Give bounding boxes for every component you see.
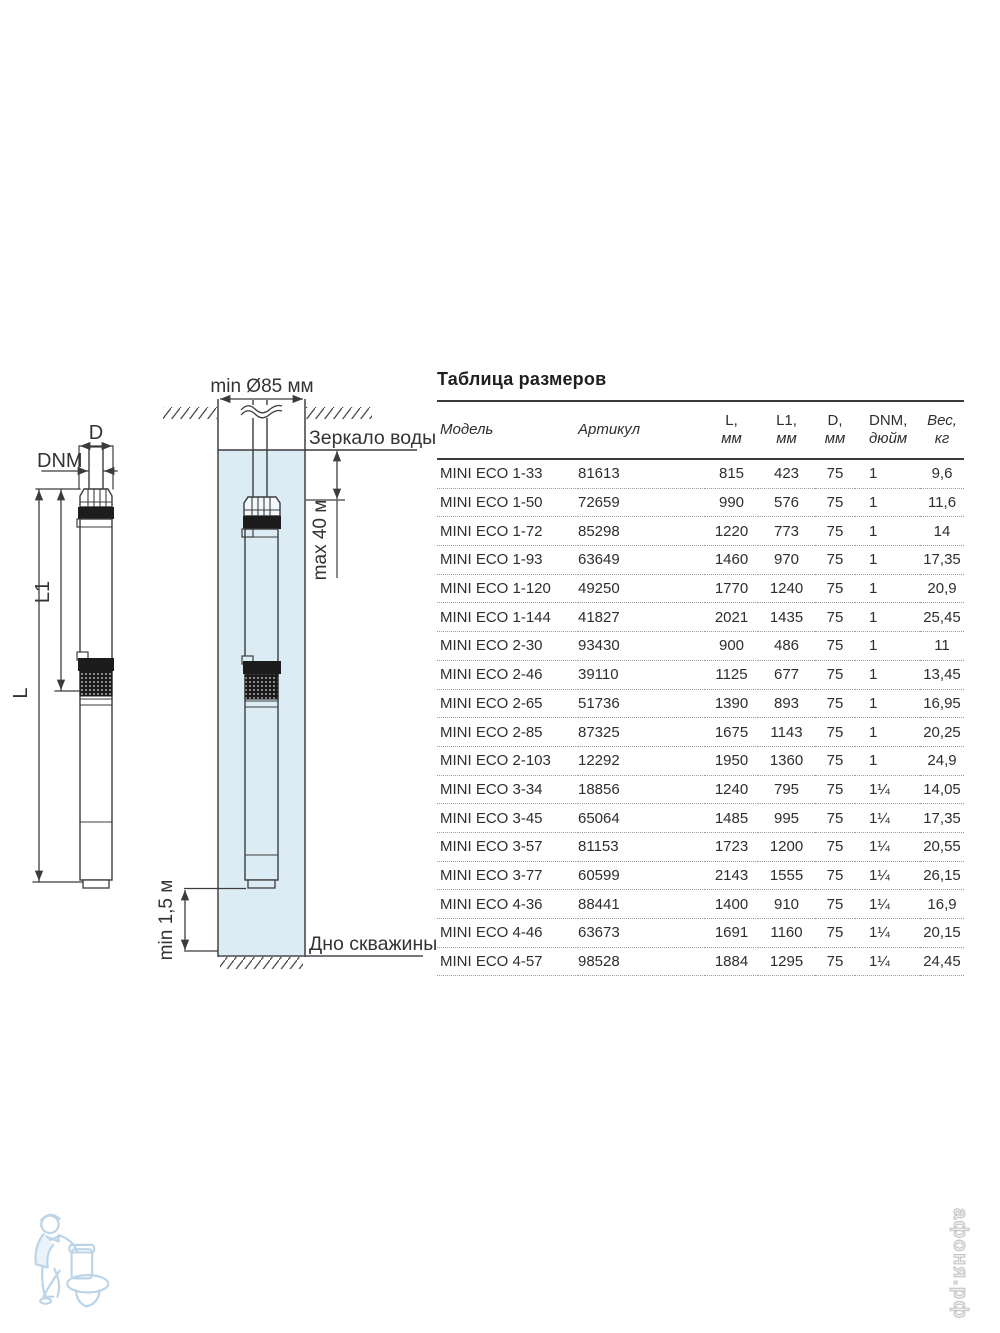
table-cell: 1460 <box>705 546 758 575</box>
table-row <box>437 775 964 804</box>
table-cell: 1 <box>855 632 920 661</box>
table-cell: MINI ECO 3-57 <box>437 832 578 861</box>
table-cell: 1¼ <box>855 947 920 976</box>
column-header-dnm: DNM, дюйм <box>855 401 920 459</box>
table-cell: 11,6 <box>920 488 964 517</box>
table-cell: 1 <box>855 517 920 546</box>
table-cell: 20,15 <box>920 919 964 948</box>
table-cell: 88441 <box>578 890 705 919</box>
table-row <box>437 890 964 919</box>
table-cell: 900 <box>705 632 758 661</box>
table-cell: 1¼ <box>855 861 920 890</box>
label-max-immersion: max 40 м <box>310 499 331 581</box>
table-cell: 1 <box>855 689 920 718</box>
table-cell: 41827 <box>578 603 705 632</box>
table-cell: 1950 <box>705 746 758 775</box>
table-cell: 14 <box>920 517 964 546</box>
table-cell: MINI ECO 3-34 <box>437 775 578 804</box>
table-cell: MINI ECO 4-46 <box>437 919 578 948</box>
label-well-bottom: Дно скважины <box>309 933 438 955</box>
site-watermark: афоня.рф <box>949 1208 971 1320</box>
column-header-weight: Вес, кг <box>920 401 964 459</box>
table-cell: 1¼ <box>855 832 920 861</box>
table-cell: 75 <box>815 488 855 517</box>
table-cell: 910 <box>758 890 815 919</box>
table-cell: MINI ECO 2-65 <box>437 689 578 718</box>
table-cell: 576 <box>758 488 815 517</box>
table-cell: MINI ECO 4-36 <box>437 890 578 919</box>
table-cell: 24,45 <box>920 947 964 976</box>
table-cell: 20,55 <box>920 832 964 861</box>
table-cell: 24,9 <box>920 746 964 775</box>
table-cell: 20,25 <box>920 718 964 747</box>
table-cell: 486 <box>758 632 815 661</box>
table-cell: 1360 <box>758 746 815 775</box>
table-cell: 87325 <box>578 718 705 747</box>
table-cell: MINI ECO 3-45 <box>437 804 578 833</box>
table-cell: 75 <box>815 546 855 575</box>
table-cell: MINI ECO 2-46 <box>437 660 578 689</box>
table-cell: 75 <box>815 775 855 804</box>
table-cell: 1295 <box>758 947 815 976</box>
table-cell: 51736 <box>578 689 705 718</box>
table-row <box>437 919 964 948</box>
size-table-title: Таблица размеров <box>437 369 607 389</box>
well-cross-section <box>156 376 437 969</box>
table-cell: 773 <box>758 517 815 546</box>
label-min-clearance: min 1,5 м <box>156 879 177 961</box>
label-min-diameter: min Ø85 мм <box>210 376 314 397</box>
table-cell: 1¼ <box>855 890 920 919</box>
table-cell: MINI ECO 1-93 <box>437 546 578 575</box>
table-cell: 1435 <box>758 603 815 632</box>
table-cell: 60599 <box>578 861 705 890</box>
table-cell: 990 <box>705 488 758 517</box>
table-cell: MINI ECO 1-50 <box>437 488 578 517</box>
table-cell: 1 <box>855 488 920 517</box>
table-row <box>437 459 964 488</box>
table-cell: 75 <box>815 517 855 546</box>
table-cell: 85298 <box>578 517 705 546</box>
table-cell: MINI ECO 1-33 <box>437 459 578 488</box>
table-cell: 1770 <box>705 574 758 603</box>
table-row <box>437 947 964 976</box>
table-cell: 2143 <box>705 861 758 890</box>
table-cell: 1 <box>855 574 920 603</box>
label-l1: L1 <box>32 580 54 604</box>
table-cell: 63649 <box>578 546 705 575</box>
table-cell: 1¼ <box>855 919 920 948</box>
table-cell: 13,45 <box>920 660 964 689</box>
header-row <box>437 401 964 459</box>
table-row <box>437 632 964 661</box>
table-cell: 75 <box>815 947 855 976</box>
table-cell: 1240 <box>758 574 815 603</box>
table-cell: 65064 <box>578 804 705 833</box>
label-dnm: DNM <box>37 450 83 472</box>
table-cell: 14,05 <box>920 775 964 804</box>
table-cell: 75 <box>815 746 855 775</box>
table-cell: 17,35 <box>920 804 964 833</box>
table-cell: 75 <box>815 459 855 488</box>
table-cell: 81153 <box>578 832 705 861</box>
table-row <box>437 804 964 833</box>
table-cell: 677 <box>758 660 815 689</box>
table-cell: 75 <box>815 861 855 890</box>
table-row <box>437 517 964 546</box>
table-cell: 75 <box>815 603 855 632</box>
table-cell: 16,95 <box>920 689 964 718</box>
table-cell: 11 <box>920 632 964 661</box>
table-cell: 63673 <box>578 919 705 948</box>
table-cell: 9,6 <box>920 459 964 488</box>
table-cell: 1485 <box>705 804 758 833</box>
table-row <box>437 861 964 890</box>
table-cell: 75 <box>815 574 855 603</box>
size-table-section <box>437 369 964 976</box>
table-row <box>437 660 964 689</box>
plumber-watermark <box>10 1206 118 1314</box>
table-cell: 1555 <box>758 861 815 890</box>
table-cell: 1143 <box>758 718 815 747</box>
table-cell: 1 <box>855 718 920 747</box>
table-cell: MINI ECO 2-30 <box>437 632 578 661</box>
size-table-body <box>437 459 964 976</box>
table-cell: 81613 <box>578 459 705 488</box>
table-row <box>437 832 964 861</box>
table-cell: 75 <box>815 919 855 948</box>
table-cell: 1¼ <box>855 804 920 833</box>
table-cell: 25,45 <box>920 603 964 632</box>
ground-hatch-left <box>163 407 217 419</box>
table-cell: MINI ECO 2-85 <box>437 718 578 747</box>
table-cell: 995 <box>758 804 815 833</box>
table-cell: 1884 <box>705 947 758 976</box>
table-cell: 815 <box>705 459 758 488</box>
table-cell: 1200 <box>758 832 815 861</box>
label-water-level: Зеркало воды <box>309 427 437 449</box>
table-cell: 1390 <box>705 689 758 718</box>
table-cell: 1723 <box>705 832 758 861</box>
table-row <box>437 488 964 517</box>
table-cell: 20,9 <box>920 574 964 603</box>
table-cell: 1 <box>855 459 920 488</box>
table-cell: 39110 <box>578 660 705 689</box>
table-cell: 1 <box>855 603 920 632</box>
table-row <box>437 546 964 575</box>
table-cell: 98528 <box>578 947 705 976</box>
table-cell: 75 <box>815 890 855 919</box>
table-cell: MINI ECO 1-120 <box>437 574 578 603</box>
table-cell: MINI ECO 4-57 <box>437 947 578 976</box>
table-row <box>437 603 964 632</box>
table-cell: 795 <box>758 775 815 804</box>
table-cell: 18856 <box>578 775 705 804</box>
table-cell: 2021 <box>705 603 758 632</box>
size-table <box>437 400 964 976</box>
table-cell: 16,9 <box>920 890 964 919</box>
table-cell: 75 <box>815 804 855 833</box>
table-cell: 17,35 <box>920 546 964 575</box>
column-header-article: Артикул <box>578 401 705 459</box>
label-d: D <box>88 422 104 444</box>
ground-hatch-right <box>306 407 372 419</box>
table-cell: 75 <box>815 832 855 861</box>
table-cell: 1125 <box>705 660 758 689</box>
table-cell: 1 <box>855 660 920 689</box>
table-row <box>437 746 964 775</box>
table-cell: 49250 <box>578 574 705 603</box>
table-cell: 1¼ <box>855 775 920 804</box>
table-cell: 1160 <box>758 919 815 948</box>
bottom-hatch <box>220 957 303 969</box>
table-cell: 75 <box>815 718 855 747</box>
table-cell: 423 <box>758 459 815 488</box>
table-cell: 1675 <box>705 718 758 747</box>
table-cell: 970 <box>758 546 815 575</box>
column-header-model: Модель <box>437 401 578 459</box>
table-row <box>437 689 964 718</box>
table-cell: 1240 <box>705 775 758 804</box>
label-l: L <box>10 687 32 699</box>
pipe-break-symbol <box>241 406 282 413</box>
column-header-l: L, мм <box>705 401 758 459</box>
column-header-l1: L1, мм <box>758 401 815 459</box>
table-cell: MINI ECO 2-103 <box>437 746 578 775</box>
table-cell: 75 <box>815 689 855 718</box>
table-row <box>437 574 964 603</box>
column-header-d: D, мм <box>815 401 855 459</box>
table-cell: 75 <box>815 632 855 661</box>
table-cell: MINI ECO 1-72 <box>437 517 578 546</box>
table-row <box>437 718 964 747</box>
table-cell: 72659 <box>578 488 705 517</box>
pump-side-view <box>10 422 117 888</box>
table-cell: MINI ECO 1-144 <box>437 603 578 632</box>
table-cell: 1 <box>855 746 920 775</box>
table-cell: 1 <box>855 546 920 575</box>
table-cell: 93430 <box>578 632 705 661</box>
table-cell: 1400 <box>705 890 758 919</box>
table-cell: 26,15 <box>920 861 964 890</box>
table-cell: 75 <box>815 660 855 689</box>
table-cell: 1220 <box>705 517 758 546</box>
table-cell: 1691 <box>705 919 758 948</box>
table-cell: MINI ECO 3-77 <box>437 861 578 890</box>
table-cell: 12292 <box>578 746 705 775</box>
table-cell: 893 <box>758 689 815 718</box>
